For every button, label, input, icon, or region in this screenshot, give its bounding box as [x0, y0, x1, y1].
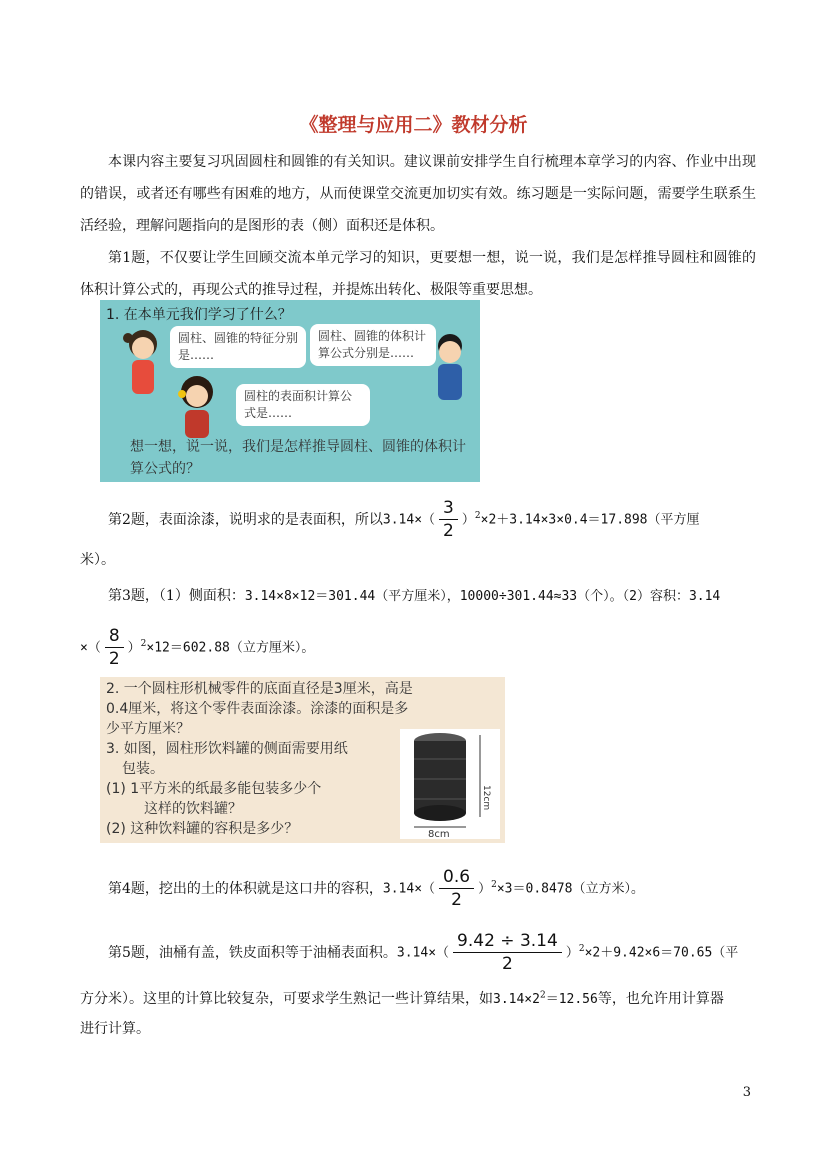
exercise3-line4: 这样的饮料罐？: [144, 801, 242, 817]
q2-expr-b: ）: [461, 512, 475, 528]
q5-frac-num: 9.42 ÷ 3.14: [453, 930, 562, 953]
can-height-label: 12cm: [481, 785, 491, 811]
q2-sup: 2: [474, 510, 481, 521]
exercise2-line3: 少平方厘米？: [106, 721, 190, 737]
q4-sup: 2: [491, 879, 497, 890]
question5-line3: 进行计算。: [80, 1021, 150, 1037]
girl-illustration: [118, 324, 168, 404]
q2-text: 第2题，表面涂漆，说明求的是表面积，所以: [108, 511, 383, 528]
q5-text2: 方分米）。这里的计算比较复杂，可要求学生熟记一些计算结果，如: [80, 991, 493, 1007]
q2-fraction: [439, 497, 458, 542]
question3-line1: [80, 585, 756, 605]
speech-bubble-middle: 圆柱的表面积计算公式是……: [236, 384, 370, 426]
q5-expr-a: 3.14×（: [396, 945, 450, 961]
boy-illustration: [425, 330, 475, 410]
question4-line: [80, 866, 756, 911]
q5-text3: 等，也允许用计算器: [597, 991, 724, 1007]
q5-expr2-sup: 2: [539, 990, 546, 1001]
q5-fraction: [453, 930, 562, 975]
q5-expr2-a: 3.14×2: [493, 992, 540, 1007]
q5-sup: 2: [578, 943, 585, 954]
q3-fraction: [105, 625, 124, 670]
exercise2-line2: 0.4厘米，将这个零件表面涂漆。涂漆的面积是多: [106, 701, 409, 717]
figure-panel-review: [100, 300, 480, 482]
question5-line2: [80, 988, 756, 1008]
question3-line2: [80, 625, 756, 670]
can-illustration: [400, 729, 500, 839]
q3-expr-c: ×12＝602.88（立方厘米）。: [146, 640, 315, 656]
exercise3-line5: (2) 这种饮料罐的容积是多少？: [106, 821, 299, 837]
question5-line1: [80, 930, 756, 975]
q5-expr-c: ×2＋9.42×6＝70.65（平: [584, 945, 739, 961]
q3-expr-a: ×（: [80, 640, 101, 656]
q3-sup: 2: [140, 638, 147, 649]
q5-expr-b: ）: [565, 945, 579, 961]
q4-frac-den: 2: [451, 890, 462, 910]
q3-frac-num: 8: [105, 625, 124, 648]
speech-bubble-left: 圆柱、圆锥的特征分别是……: [170, 326, 306, 368]
q5-expr2-c: ＝12.56: [545, 992, 598, 1007]
exercise3-line3: (1) 1平方米的纸最多能包装多少个: [106, 781, 322, 797]
q4-frac-num: 0.6: [439, 866, 474, 889]
exercise-text: [106, 679, 413, 839]
q3-text: 第3题，（1）侧面积：: [108, 588, 245, 604]
figure-footer: 想一想，说一说，我们是怎样推导圆柱、圆锥的体积计算公式的？: [130, 439, 466, 477]
question2-line: [80, 497, 756, 542]
girl-center-illustration: [170, 372, 225, 442]
figure-panel-exercises: [100, 677, 505, 843]
can-width-label: 8cm: [428, 829, 450, 839]
question1-paragraph: 第1题，不仅要让学生回顾交流本单元学习的知识，更要想一想，说一说，我们是怎样推导圆柱和圆锥的体积计算公式的，再现公式的推导过程，并提炼出转化、极限等重要思想。: [80, 250, 756, 298]
q3-frac-den: 2: [108, 649, 120, 669]
q4-expr-c: ×3＝0.8478（立方米）。: [496, 881, 644, 897]
speech-bubble-right: 圆柱、圆锥的体积计算公式分别是……: [310, 324, 436, 366]
question2-wrap: 米）。: [80, 552, 115, 568]
q2-expr-a: 3.14×（: [382, 512, 436, 528]
q4-expr-a: 3.14×（: [382, 881, 436, 897]
exercise3-line2: 包装。: [122, 761, 164, 777]
exercise3-line1: 3. 如图，圆柱形饮料罐的侧面需要用纸: [106, 741, 348, 757]
q2-expr-c: ×2＋3.14×3×0.4＝17.898（平方厘: [480, 512, 700, 528]
q4-expr-b: ）: [478, 881, 492, 897]
q2-frac-den: 2: [443, 521, 454, 541]
q2-frac-num: 3: [439, 497, 458, 520]
q5-frac-den: 2: [502, 954, 513, 974]
page-number: 3: [742, 1085, 751, 1100]
q3-expr1: 3.14×8×12＝301.44（平方厘米），10000÷301.44≈33（个）。（2）容积：3.14: [244, 589, 721, 604]
intro-paragraph: 本课内容主要复习巩固圆柱和圆锥的有关知识。建议课前安排学生自行梳理本章学习的内容、作业中出现的错误，或者还有哪些有困难的地方，从而使课堂交流更加切实有效。练习题是一实际问题，需要学生联系生活经验，理解问题指向的是图形的表（侧）面积还是体积。: [80, 154, 756, 234]
q5-text: 第5题，油桶有盖，铁皮面积等于油桶表面积。: [108, 944, 397, 961]
q3-expr-b: ）: [127, 640, 141, 656]
exercise2-line1: 2. 一个圆柱形机械零件的底面直径是3厘米，高是: [106, 681, 413, 697]
q4-text: 第4题，挖出的土的体积就是这口井的容积，: [108, 880, 383, 897]
page-title: 《整理与应用二》教材分析: [299, 114, 528, 136]
q4-fraction: [439, 866, 474, 911]
figure-question: 1. 在本单元我们学习了什么？: [106, 307, 292, 323]
